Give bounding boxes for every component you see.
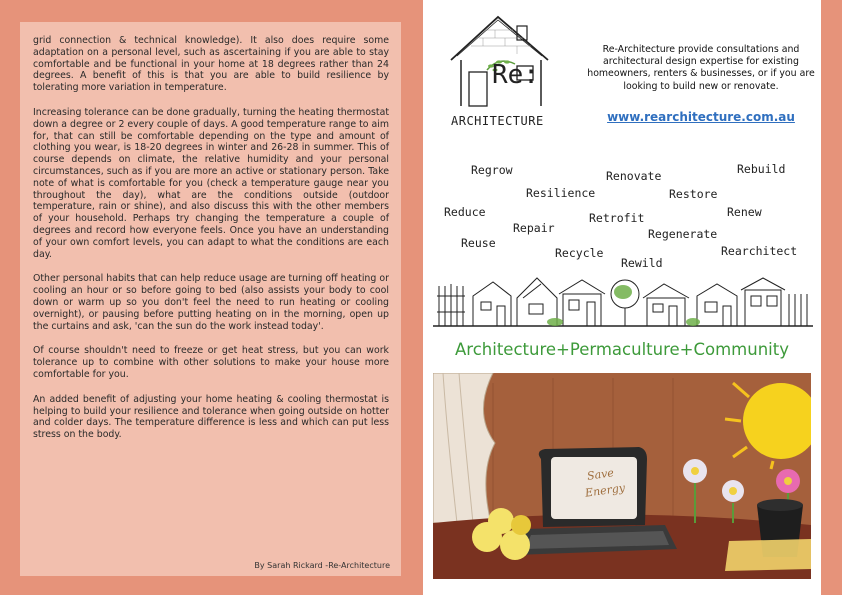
logo-mark: Re:	[492, 60, 539, 90]
article-paragraph-5: An added benefit of adjusting your home heating & cooling thermostat is helping to build your resilience and tolerance when going outside on hotter and colder days. The temperature difference is less and which can put less stress on the body.	[33, 393, 389, 441]
intro-text: Re-Architecture provide consultations and architectural design expertise for existing homeowners, renters & businesses, or if you are looking to build new or renovate.	[587, 44, 815, 92]
save-energy-illustration	[433, 373, 811, 579]
brochure-panel	[423, 0, 821, 595]
word-recycle: Recycle	[555, 246, 604, 260]
word-renew: Renew	[727, 205, 762, 219]
tagline: Architecture+Permaculture+Community	[455, 340, 789, 359]
streetscape-illustration	[433, 272, 813, 334]
laptop-screen-text-1: Save	[586, 466, 615, 483]
word-reuse: Reuse	[461, 236, 496, 250]
word-rebuild: Rebuild	[737, 162, 786, 176]
article-paragraph-4: Of course shouldn't need to freeze or get heat stress, but you can work tolerance up to combine with other solutions to make your house more comfortable for you.	[33, 345, 389, 380]
website-link[interactable]: www.rearchitecture.com.au	[607, 110, 795, 124]
word-reduce: Reduce	[444, 205, 486, 219]
word-repair: Repair	[513, 221, 555, 235]
article-panel	[20, 22, 401, 576]
article-byline: By Sarah Rickard -Re-Architecture	[254, 561, 390, 570]
word-resilience: Resilience	[526, 186, 596, 200]
laptop-screen-text-2: Energy	[584, 481, 626, 500]
word-regrow: Regrow	[471, 163, 513, 177]
article-paragraph-2: Increasing tolerance can be done gradually, turning the heating thermostat down a degree or 2 every couple of days. A good temperature range to aim for, that can still be comfortable depending on the type and amount of clothing you wear, is 18-20 degrees in winter and 26-28 in summer. This of course depends on climate, the relative humidity and your personal circumstances, such as if you are more an active or stationary person. Take note of what is comfortable for you (check a temperature gauge near you throughout the day), what are the conditions outside (outdoor temperature, rain or shine), and also discuss this with the other members of your household. Perhaps try changing the temperature a couple of degrees and record how everyone feels. Once you have an understanding of your own comfort levels, you can adapt to what the conditions are each day.	[33, 106, 389, 260]
word-renovate: Renovate	[606, 169, 662, 183]
word-restore: Restore	[669, 187, 718, 201]
word-rewild: Rewild	[621, 256, 663, 270]
word-rearchitect: Rearchitect	[721, 244, 798, 258]
logo-wordmark: ARCHITECTURE	[451, 114, 544, 128]
article-paragraph-1: grid connection & technical knowledge). It also does require some adaptation on a personal level, such as ascertaining if you are able to stay comfortable and be functional in your home at 18 degrees rather than 24 degrees. A benefit of this is that you are able to build resilience by tolerating more variation in temperature.	[33, 35, 389, 94]
article-paragraph-3: Other personal habits that can help reduce usage are turning off heating or cooling an hour or so before going to bed (also assists your body to cool down or warm up so you don't feel the need to run heating or cooling overnight), or pausing before putting heating on in the morning, open up the curtains and ask, 'can the sun do the work instead today'.	[33, 273, 389, 332]
word-retrofit: Retrofit	[589, 211, 645, 225]
word-regenerate: Regenerate	[648, 227, 718, 241]
